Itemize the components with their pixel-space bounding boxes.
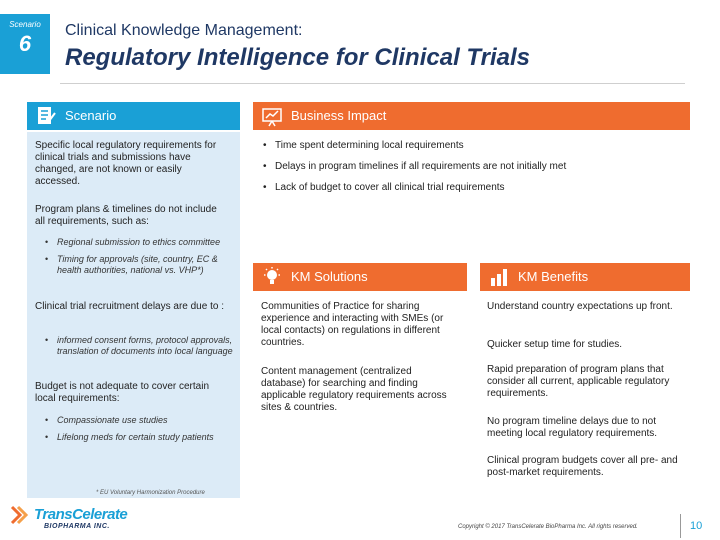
scenario-badge-number: 6 <box>18 31 32 56</box>
scenario-number-badge <box>0 14 50 74</box>
km-benefit-item-4: No program timeline delays due to not meeting local regulatory requirements. <box>487 416 658 439</box>
km-solution-item-2: Content management (centralized database) for searching and finding applicable regulatory requirements across sites & countries. <box>261 366 447 413</box>
scenario-paragraph-3: Clinical trial recruitment delays are due to : <box>35 301 224 312</box>
scenario-badge-label: Scenario <box>9 20 41 29</box>
presentation-chart-icon <box>261 105 283 127</box>
footnote: * EU Voluntary Harmonization Procedure <box>96 490 205 496</box>
logo-mark-icon <box>10 503 32 525</box>
km-solutions-heading: KM Solutions <box>291 269 368 284</box>
business-impact-header <box>253 102 690 130</box>
km-benefit-item-2: Quicker setup time for studies. <box>487 339 623 350</box>
km-benefits-header <box>480 263 690 291</box>
page-title: Regulatory Intelligence for Clinical Trials <box>65 44 531 71</box>
list-item: • Time spent determining local requirements <box>253 140 690 152</box>
list-item: • Compassionate use studies <box>35 415 240 426</box>
km-solution-item-1: Communities of Practice for sharing experience and interacting with SMEs (or local contacts) on regulations in different countries. <box>261 301 444 348</box>
km-benefit-item-1: Understand country expectations up front. <box>487 301 673 312</box>
scenario-header <box>27 102 240 130</box>
list-item: • Delays in program timelines if all requirements are not initially met <box>253 161 690 173</box>
km-benefit-item-5: Clinical program budgets cover all pre- and post-market requirements. <box>487 455 678 478</box>
logo-name: TransCelerate <box>34 506 128 523</box>
km-solutions-header <box>253 263 467 291</box>
scenario-paragraph-2: Program plans & timelines do not include all requirements, such as: <box>35 204 217 227</box>
scenario-paragraph-1: Specific local regulatory requirements for clinical trials and submissions have changed, are not known or easily accessed. <box>35 140 217 187</box>
list-item: • Lack of budget to cover all clinical trial requirements <box>253 182 690 194</box>
business-impact-list <box>253 140 690 194</box>
logo-subtitle: BIOPHARMA INC. <box>44 523 110 530</box>
page-number: 10 <box>690 520 703 532</box>
copyright: Copyright © 2017 TransCelerate BioPharma Inc. All rights reserved. <box>458 524 638 530</box>
budget-list <box>35 415 240 449</box>
scenario-heading: Scenario <box>65 108 117 123</box>
list-item: • Regional submission to ethics committee <box>35 237 235 248</box>
title-divider <box>60 83 685 84</box>
scenario-paragraph-4: Budget is not adequate to cover certain local requirements: <box>35 381 210 404</box>
page-number-divider <box>680 514 681 538</box>
km-benefit-item-3: Rapid preparation of program plans that consider all current, applicable regulatory requirements. <box>487 364 670 399</box>
list-item: • Timing for approvals (site, country, EC & health authorities, national vs. VHP*) <box>35 254 235 276</box>
list-item: • Lifelong meds for certain study patients <box>35 432 240 443</box>
recruitment-delays-list <box>35 335 240 363</box>
km-benefits-heading: KM Benefits <box>518 269 589 284</box>
page-subtitle: Clinical Knowledge Management: <box>65 22 303 39</box>
document-checklist-icon <box>35 105 57 127</box>
business-impact-heading: Business Impact <box>291 108 387 123</box>
list-item: • informed consent forms, protocol approvals, translation of documents into local language <box>35 335 240 357</box>
lightbulb-icon <box>261 266 283 288</box>
chart-bars-icon <box>488 266 510 288</box>
requirements-list <box>35 237 235 282</box>
